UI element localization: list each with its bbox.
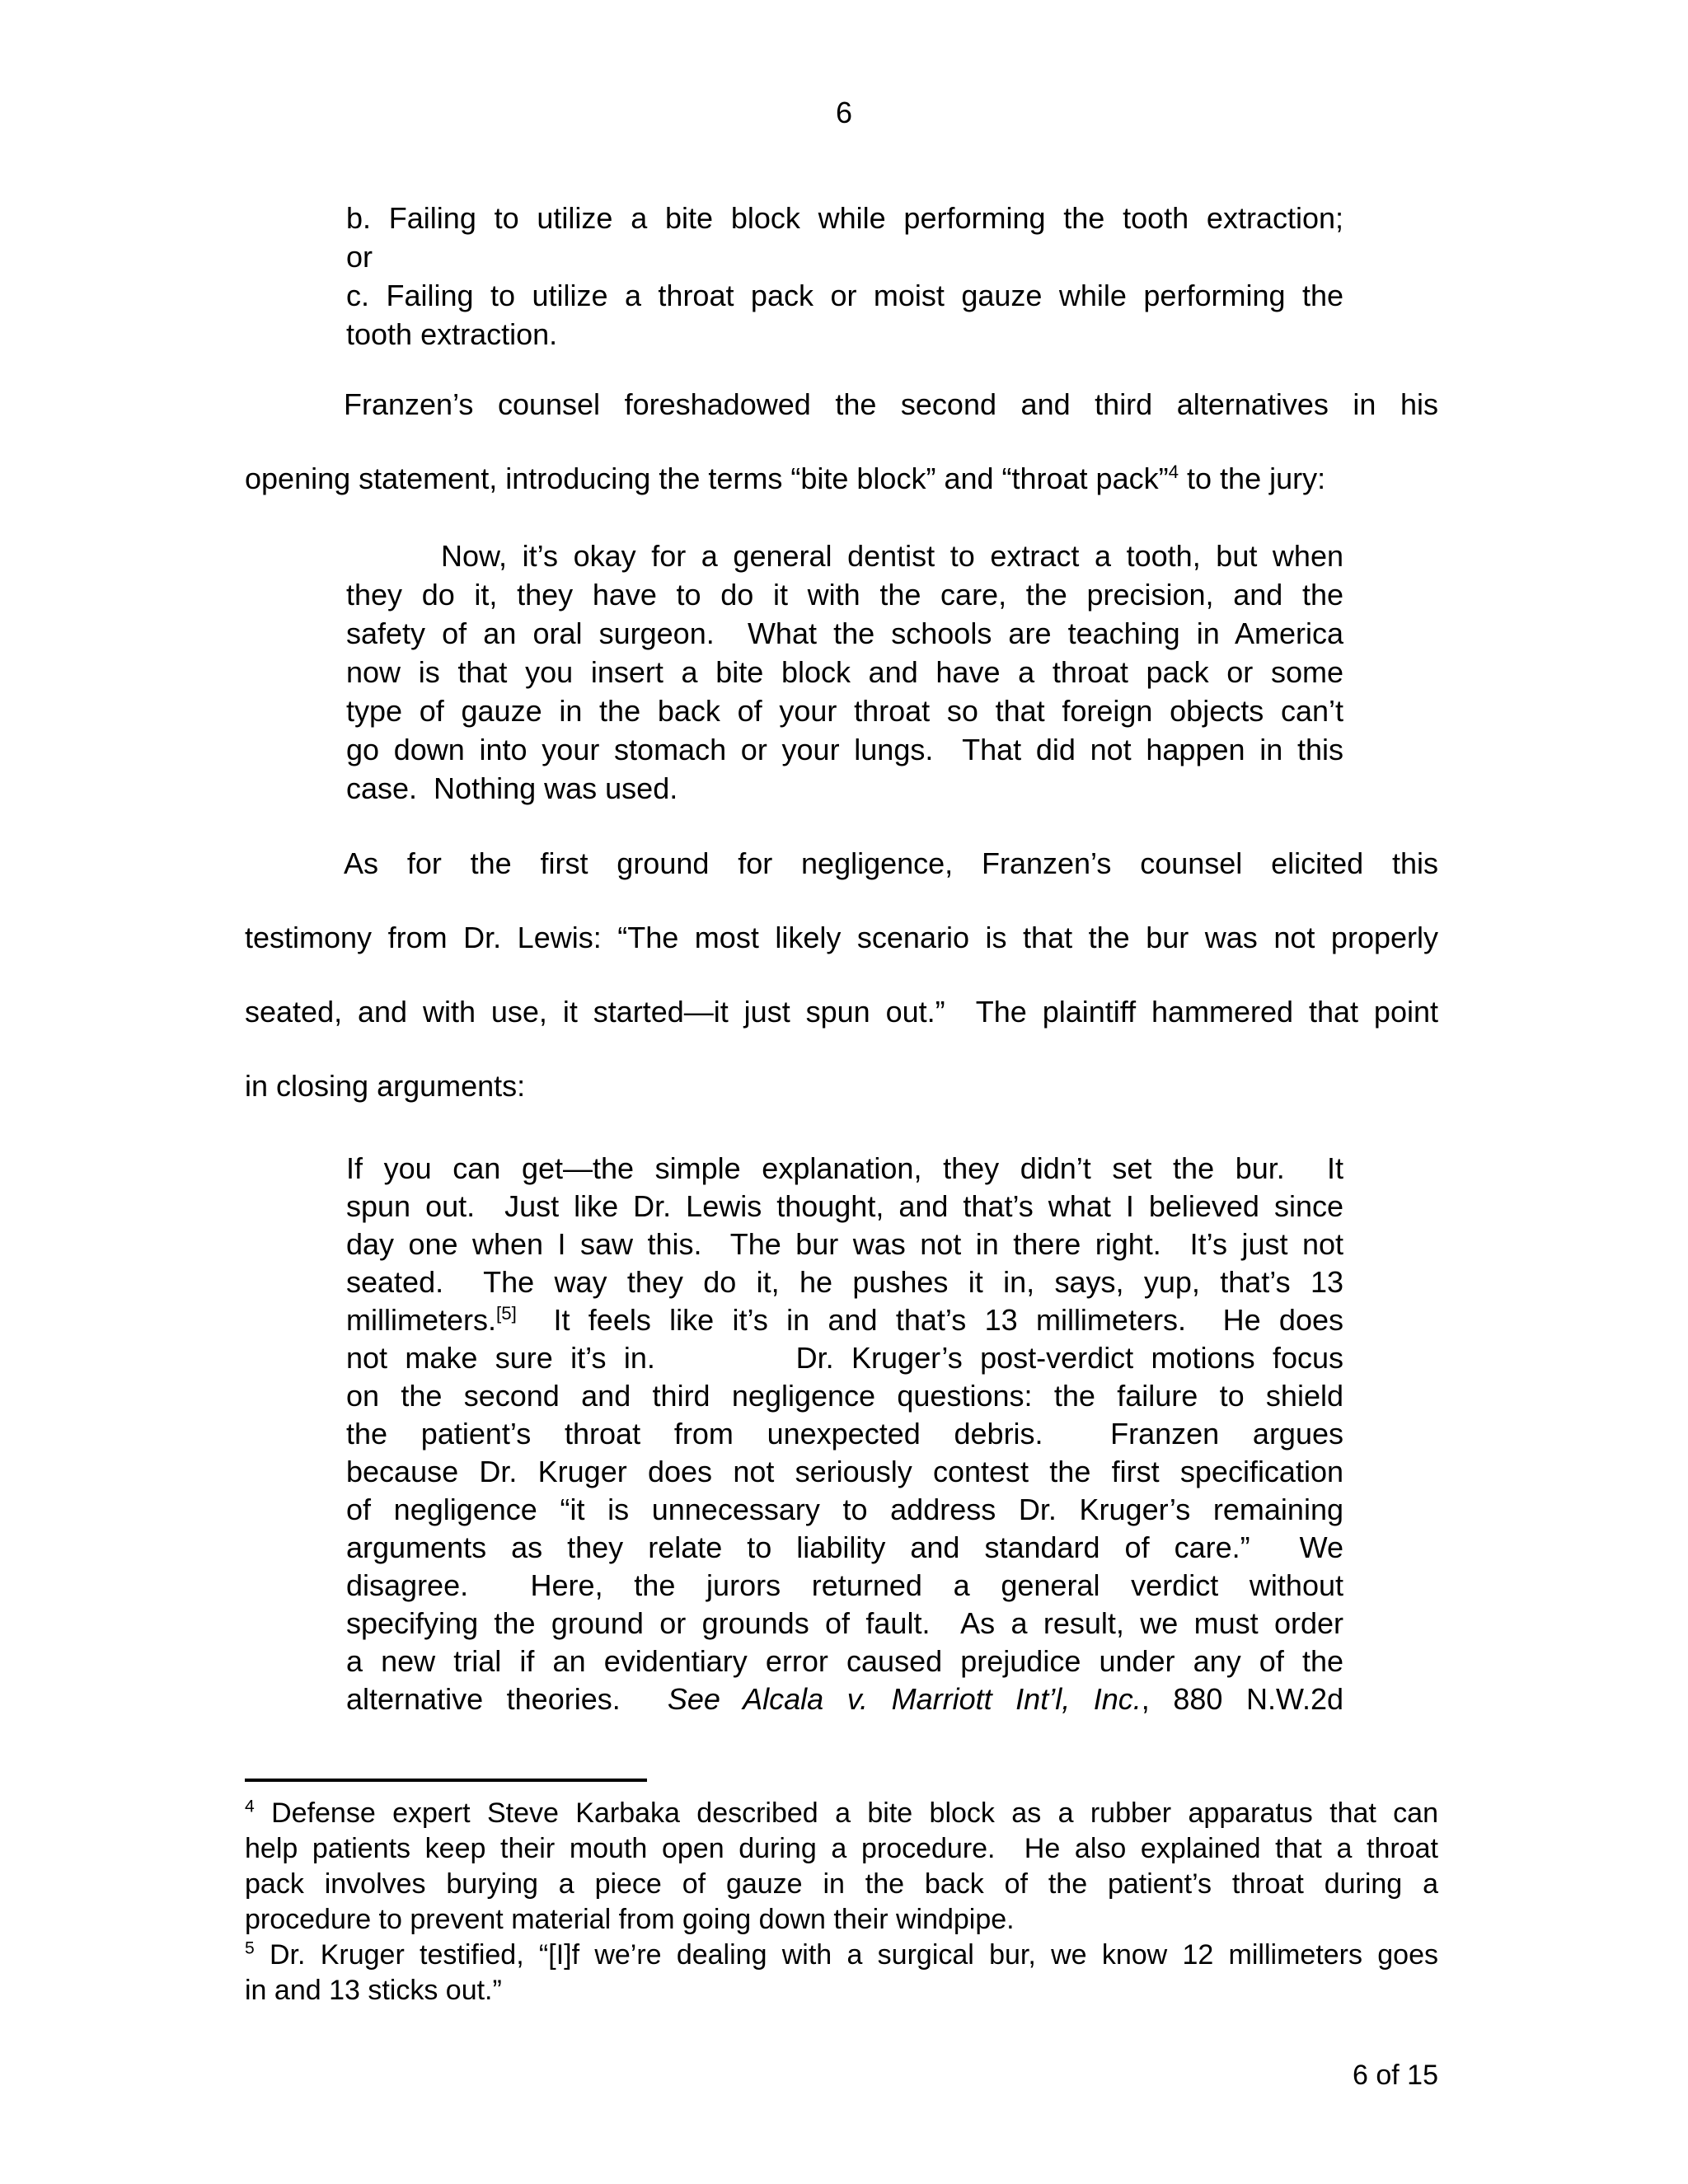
text-line: because Dr. Kruger does not seriously contest the first specification (346, 1455, 1343, 1488)
text-line: pack involves burying a piece of gauze in the back of the patient’s throat during a (245, 1868, 1438, 1900)
text-line: type of gauze in the back of your throat so that foreign objects can’t (346, 694, 1343, 728)
footnote-reference-4: 4 (1168, 462, 1179, 482)
text-segment: It feels like it’s in and that’s 13 millimeters. He does (516, 1303, 1343, 1337)
footnote-4-marker: 4 (245, 1797, 255, 1816)
text-line: go down into your stomach or your lungs. That did not happen in this (346, 733, 1343, 766)
footnote-separator (245, 1779, 647, 1782)
text-line: they do it, they have to do it with the care, the precision, and the (346, 578, 1343, 612)
text-line: seated. The way they do it, he pushes it in, says, yup, that’s 13 (346, 1265, 1343, 1299)
text-line: spun out. Just like Dr. Lewis thought, and that’s what I believed since (346, 1189, 1343, 1223)
text-line: day one when I saw this. The bur was not in there right. It’s just not (346, 1227, 1343, 1261)
footnote-5 (245, 1938, 1438, 2008)
paragraph-foreshadowed (245, 368, 1438, 516)
text-line: disagree. Here, the jurors returned a general verdict without (346, 1568, 1343, 1602)
text-segment: alternative theories. (346, 1682, 668, 1716)
text-segment: opening statement, introducing the terms “bite block” and “throat pack” (245, 462, 1169, 495)
text-line: As for the first ground for negligence, Franzen’s counsel elicited this (344, 846, 1438, 880)
text-line: testimony from Dr. Lewis: “The most likely scenario is that the bur was not properly (245, 921, 1438, 954)
text-line: help patients keep their mouth open during a procedure. He also explained that a throat (245, 1833, 1438, 1864)
text-line: not make sure it’s in. Dr. Kruger’s post-verdict motions focus (346, 1341, 1343, 1375)
text-line (346, 1301, 1343, 1339)
text-line: tooth extraction. (346, 317, 558, 351)
page-number: 6 (835, 96, 853, 129)
page-footer-pagination: 6 of 15 (1353, 2060, 1438, 2091)
text-line: case. Nothing was used. (346, 771, 678, 805)
text-line: If you can get—the simple explanation, they didn’t set the bur. It (346, 1151, 1343, 1185)
text-line (245, 1796, 1438, 1831)
text-line: c. Failing to utilize a throat pack or moist gauze while performing the (346, 279, 1343, 312)
text-line: safety of an oral surgeon. What the schools are teaching in America (346, 616, 1343, 650)
footnote-5-marker: 5 (245, 1938, 255, 1958)
paragraph-first-ground (245, 827, 1438, 1123)
text-segment: Defense expert Steve Karbaka described a bite block as a rubber apparatus that can (254, 1797, 1438, 1829)
footnotes (245, 1796, 1438, 2008)
text-line: procedure to prevent material from going down their windpipe. (245, 1904, 1015, 1935)
text-line: now is that you insert a bite block and have a throat pack or some (346, 655, 1343, 689)
text-segment: Dr. Kruger testified, “[I]f we’re dealing with a surgical bur, we know 12 millimeters goes (254, 1939, 1438, 1971)
text-line: the patient’s throat from unexpected debris. Franzen argues (346, 1417, 1343, 1451)
block-quote-specifications (346, 199, 1343, 354)
text-line: seated, and with use, it started—it just spun out.” The plaintiff hammered that point (245, 995, 1438, 1029)
case-citation: See Alcala v. Marriott Int’l, Inc. (667, 1682, 1142, 1716)
block-quote-opening-statement (346, 537, 1343, 808)
text-segment: , 880 N.W.2d (1141, 1682, 1343, 1716)
text-line: or (346, 240, 373, 274)
text-line: Now, it’s okay for a general dentist to extract a tooth, but when (441, 539, 1343, 573)
text-line: a new trial if an evidentiary error caused prejudice under any of the (346, 1644, 1343, 1678)
text-segment: to the jury: (1179, 462, 1326, 495)
text-line: arguments as they relate to liability and standard of care.” We (346, 1530, 1343, 1564)
text-line: on the second and third negligence questions: the failure to shield (346, 1379, 1343, 1413)
text-line (346, 1680, 1343, 1718)
text-line: in and 13 sticks out.” (245, 1975, 502, 2006)
footnote-4 (245, 1796, 1438, 1938)
text-segment: millimeters. (346, 1303, 497, 1337)
text-line (245, 1938, 1438, 1973)
text-line: of negligence “it is unnecessary to address Dr. Kruger’s remaining (346, 1493, 1343, 1526)
text-line: b. Failing to utilize a bite block while performing the tooth extraction; (346, 201, 1343, 235)
text-line: specifying the ground or grounds of fault. As a result, we must order (346, 1606, 1343, 1640)
text-line: in closing arguments: (245, 1069, 526, 1103)
block-quote-closing-argument (346, 1150, 1343, 1718)
text-line (245, 442, 1438, 516)
footnote-reference-5: [5] (496, 1303, 517, 1324)
opinion-body (245, 0, 1438, 2184)
text-line: Franzen’s counsel foreshadowed the second and third alternatives in his (344, 387, 1438, 421)
